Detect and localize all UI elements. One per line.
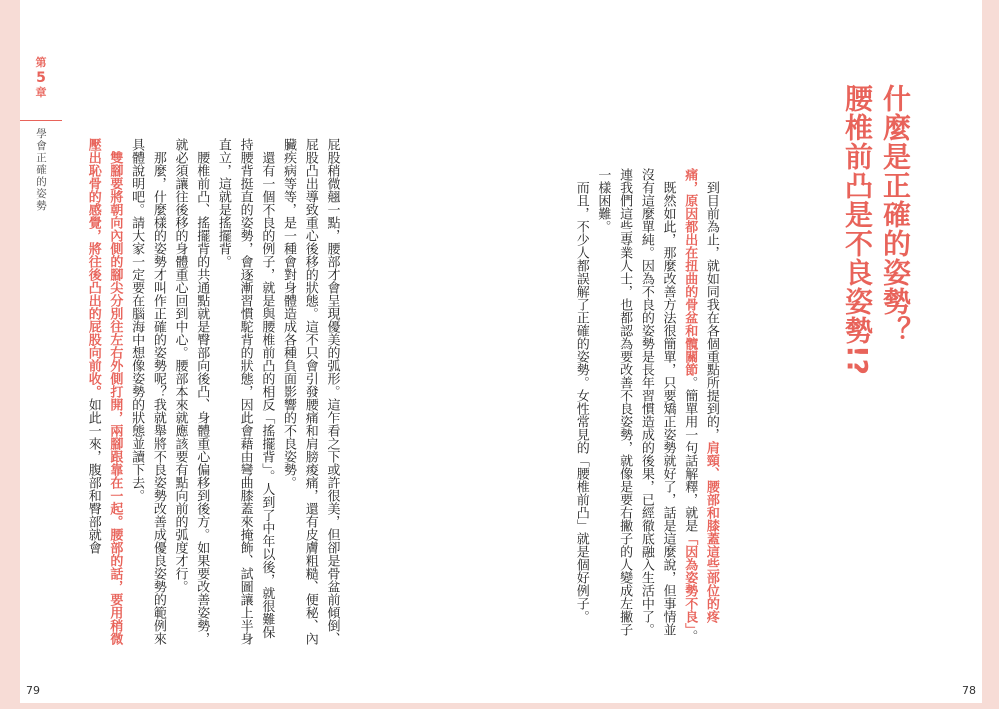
heading-line-2: 腰椎前凸是不良姿勢!? — [841, 84, 874, 377]
chapter-number: 5 — [36, 70, 46, 86]
highlight-bad-posture: 「因為姿勢不良」 — [682, 532, 698, 630]
chapter-tab — [20, 56, 62, 100]
page-number-right: 78 — [962, 684, 976, 697]
paragraph-intro: 到目前為止，就如同我在各個重點所提到的，肩頸、腰部和膝蓋這些部位的疼痛，原因都出在扭曲的骨盆和髖關節。簡單用一句話解釋，就是「因為姿勢不良」。 — [682, 168, 719, 643]
highlight-instructions: 雙腳要將朝向內側的腳尖分別往左右外側打開，兩腳跟靠在一起。腰部的話，要用稍微壓出恥骨的感覺，將往後凸出的屁股向前收。 — [85, 138, 123, 645]
chapter-suffix: 章 — [35, 86, 47, 99]
paragraph-misunderstanding: 而且，不少人都誤解了正確的姿勢。女性常見的「腰椎前凸」就是個好例子。 — [573, 181, 589, 623]
paragraph-habit: 既然如此，那麼改善方法很簡單，只要矯正姿勢就好了，話是這麼說，但事情並沒有這麼單純。因為不良的姿勢是長年習慣造成的後果，已經徹底融入生活中了。連我們這些專業人士，也都認為要改善不良姿勢，就像是要右撇子的人變成左撇子一樣困難。 — [595, 168, 676, 636]
book-spread — [20, 0, 982, 703]
paragraph-correct-posture: 那麼，什麼樣的姿勢才叫作正確的姿勢呢？我就舉將不良姿勢改善成優良姿勢的範例來具體說明吧。請大家一定要在腦海中想像姿勢的狀態並讀下去。 — [129, 138, 166, 645]
chapter-prefix: 第 — [35, 56, 47, 69]
paragraph-lordosis: 屁股稍微翹一點，腰部才會呈現優美的弧形。這乍看之下或許很美，但卻是骨盆前傾倒、屁股凸出導致重心後移的狀態。這不只會引發腰痛和肩膀痠痛，還有皮膚粗糙、便秘、內臟疾病等等，是一種會對身體造成各種負面影響的不良姿勢。 — [281, 138, 340, 645]
paragraph-swayback: 還有一個不良的例子，就是與腰椎前凸的相反「搖擺背」。人到了中年以後，就很難保持腰背挺直的姿勢，會逐漸習慣駝背的狀態，因此會藉由彎曲膝蓋來掩飾、試圖讓上半身直立，這就是搖擺背。 — [215, 138, 275, 645]
paragraph-common-point: 腰椎前凸、搖擺背的共通點就是臀部向後凸、身體重心偏移到後方。如果要改善姿勢，就必須讓往後移的身體重心回到中心。腰部本來就應該要有點向前的弧度才行。 — [172, 138, 210, 645]
page-number-left: 79 — [26, 684, 40, 697]
heading-line-1: 什麼是正確的姿勢？ — [879, 84, 912, 345]
left-page-body — [82, 138, 472, 646]
section-heading — [838, 84, 914, 464]
paragraph-instructions: 雙腳要將朝向內側的腳尖分別往左右外側打開，兩腳跟靠在一起。腰部的話，要用稍微壓出恥骨的感覺，將往後凸出的屁股向前收。如此一來，腹部和臀部就會 — [85, 138, 123, 645]
chapter-title: 學會正確的姿勢 — [35, 128, 47, 212]
highlight-pain-cause: 肩頸、腰部和膝蓋這些部位的疼痛，原因都出在扭曲的骨盆和髖關節 — [682, 168, 719, 623]
right-page-body — [570, 168, 760, 648]
chapter-divider — [20, 120, 62, 121]
